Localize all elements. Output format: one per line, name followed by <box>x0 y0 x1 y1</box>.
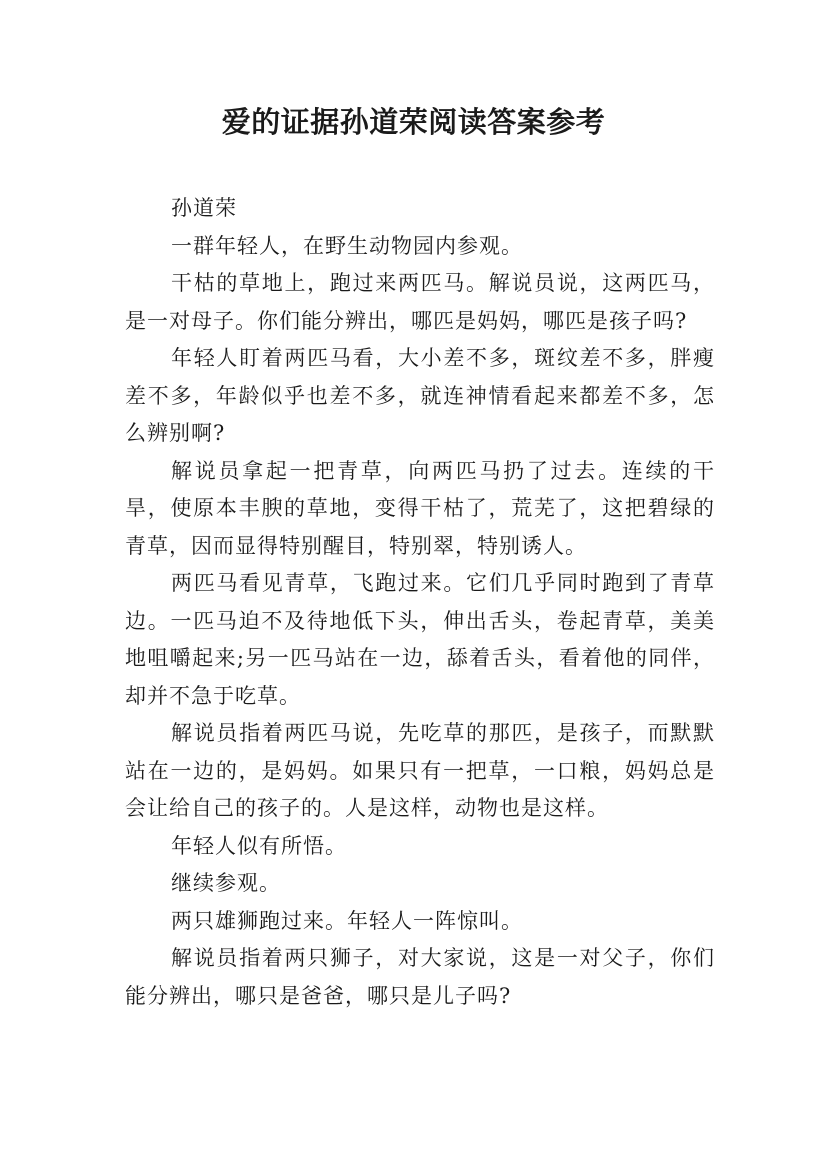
document-body <box>125 190 715 1015</box>
paragraph: 一群年轻人，在野生动物园内参观。 <box>171 233 523 258</box>
paragraph: 年轻人盯着两匹马看，大小差不多，斑纹差不多，胖瘦差不多，年龄似乎也差不多，就连神情看起来都差不多，怎么辨别啊? <box>125 346 715 445</box>
paragraph: 干枯的草地上，跑过来两匹马。解说员说，这两匹马，是一对母子。你们能分辨出，哪匹是妈妈，哪匹是孩子吗? <box>125 271 715 333</box>
paragraph: 两只雄狮跑过来。年轻人一阵惊叫。 <box>171 908 523 933</box>
paragraph: 两匹马看见青草，飞跑过来。它们几乎同时跑到了青草边。一匹马迫不及待地低下头，伸出舌头，卷起青草，美美地咀嚼起来;另一匹马站在一边，舔着舌头，看着他的同伴，却并不急于吃草。 <box>125 571 715 708</box>
paragraph: 解说员拿起一把青草，向两匹马扔了过去。连续的干旱，使原本丰腴的草地，变得干枯了，荒芜了，这把碧绿的青草，因而显得特别醒目，特别翠，特别诱人。 <box>125 458 715 558</box>
paragraph: 年轻人似有所悟。 <box>171 833 347 858</box>
document-title: 爱的证据孙道荣阅读答案参考 <box>221 105 606 139</box>
paragraph: 解说员指着两匹马说，先吃草的那匹，是孩子，而默默站在一边的，是妈妈。如果只有一把草，一口粮，妈妈总是会让给自己的孩子的。人是这样，动物也是这样。 <box>125 721 715 820</box>
author-line: 孙道荣 <box>171 196 237 220</box>
paragraph: 继续参观。 <box>171 871 281 895</box>
paragraph: 解说员指着两只狮子，对大家说，这是一对父子，你们能分辨出，哪只是爸爸，哪只是儿子吗? <box>125 946 715 1008</box>
